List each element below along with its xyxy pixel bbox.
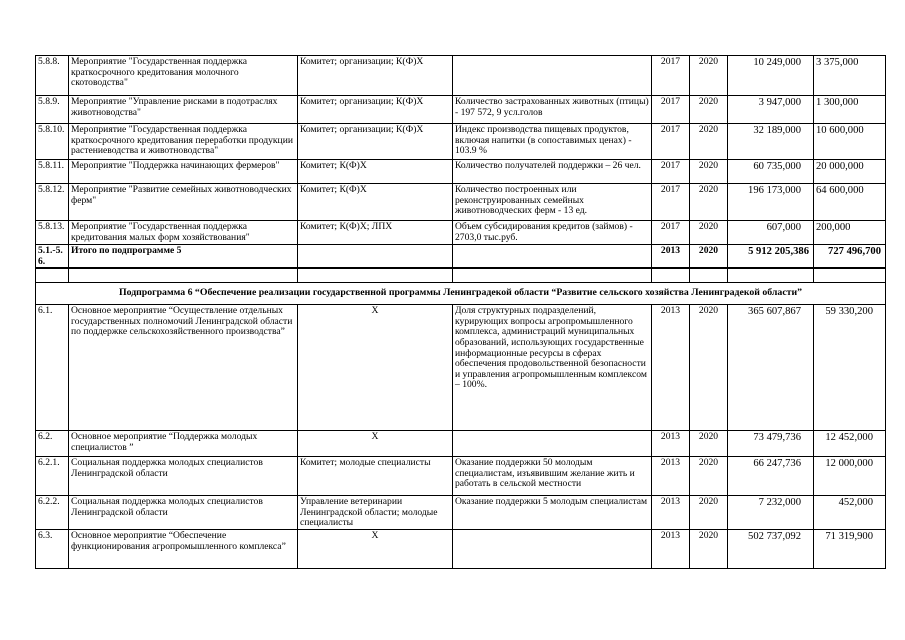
row-sum-year: 20 000,000: [814, 160, 886, 184]
row-indicator: Доля структурных подразделений, курирующих вопросы агропромышленного комплекса, администраций муниципальных образований, использующих государственные информационные ресурсы в сферах обеспечения продовольственной безопасности и управления агропромышленным комплексом – 100%.: [453, 305, 652, 431]
table-row: [36, 457, 886, 496]
row-name: Мероприятие "Управление рисками в подотраслях животноводства": [69, 96, 298, 124]
table-row: [36, 530, 886, 569]
spacer-row: [36, 268, 886, 282]
row-number: 5.8.9.: [36, 96, 69, 124]
table-row: [36, 160, 886, 184]
row-sum-all: 3 947,000: [728, 96, 814, 124]
row-sum-all: 32 189,000: [728, 124, 814, 160]
row-executor: Комитет; К(Ф)Х; ЛПХ: [298, 221, 453, 245]
row-name: Мероприятие "Государственная поддержка кредитования малых форм хозяйствования": [69, 221, 298, 245]
row-indicator: Объем субсидирования кредитов (займов) - 2703,0 тыс.руб.: [453, 221, 652, 245]
row-executor: Комитет; организации; К(Ф)Х: [298, 56, 453, 96]
row-year-end: 2020: [690, 56, 728, 96]
row-year-start: 2017: [652, 221, 690, 245]
row-sum-all: 7 232,000: [728, 496, 814, 530]
row-year-start: 2013: [652, 530, 690, 569]
row-number: 5.8.12.: [36, 184, 69, 221]
row-year-end: 2020: [690, 496, 728, 530]
row-sum-year: 12 452,000: [814, 431, 886, 457]
row-number: 5.8.8.: [36, 56, 69, 96]
row-year-start: 2013: [652, 457, 690, 496]
row-indicator: Оказание поддержки 5 молодым специалистам: [453, 496, 652, 530]
row-number: 6.2.: [36, 431, 69, 457]
row-name: Основное мероприятие “Обеспечение функционирования агропромышленного комплекса”: [69, 530, 298, 569]
row-executor: Комитет; К(Ф)Х: [298, 160, 453, 184]
table-body-subprogram-6: [36, 305, 886, 569]
row-year-start: 2013: [652, 305, 690, 431]
row-year-end: 2020: [690, 124, 728, 160]
row-sum-year: 10 600,000: [814, 124, 886, 160]
row-indicator: Индекс производства пищевых продуктов, включая напитки (в сопоставимых ценах) - 103.9 %: [453, 124, 652, 160]
row-sum-year: 12 000,000: [814, 457, 886, 496]
row-name: Социальная поддержка молодых специалистов Ленинградской области: [69, 457, 298, 496]
row-number: 6.1.: [36, 305, 69, 431]
document-page: [35, 55, 885, 569]
row-year-start: 2017: [652, 56, 690, 96]
row-year-end: 2020: [690, 160, 728, 184]
table-body-total: [36, 245, 886, 305]
table-row: [36, 305, 886, 431]
row-year-start: 2017: [652, 184, 690, 221]
row-year-start: 2013: [652, 496, 690, 530]
row-sum-all: 365 607,867: [728, 305, 814, 431]
row-year-end: 2020: [690, 305, 728, 431]
row-sum-year: 452,000: [814, 496, 886, 530]
row-name: Социальная поддержка молодых специалистов Ленинградской области: [69, 496, 298, 530]
row-year-start: 2013: [652, 431, 690, 457]
table-row: [36, 431, 886, 457]
row-sum-all: 60 735,000: [728, 160, 814, 184]
row-sum-year: 71 319,900: [814, 530, 886, 569]
row-executor: Комитет; К(Ф)Х: [298, 184, 453, 221]
row-indicator: [453, 530, 652, 569]
row-name: Основное мероприятие “Поддержка молодых специалистов ”: [69, 431, 298, 457]
row-sum-all: 66 247,736: [728, 457, 814, 496]
row-sum-year: 3 375,000: [814, 56, 886, 96]
row-executor: Комитет; организации; К(Ф)Х: [298, 124, 453, 160]
row-number: 5.8.13.: [36, 221, 69, 245]
row-sum-year: 1 300,000: [814, 96, 886, 124]
row-year-end: 2020: [690, 221, 728, 245]
row-indicator: Количество застрахованных животных (птицы) - 197 572, 9 усл.голов: [453, 96, 652, 124]
row-indicator: Количество построенных или реконструированных семейных животноводческих ферм - 13 ед.: [453, 184, 652, 221]
row-year-start: 2017: [652, 160, 690, 184]
row-indicator: [453, 431, 652, 457]
row-name: Мероприятие "Поддержка начинающих фермеров": [69, 160, 298, 184]
row-executor: X: [298, 530, 453, 569]
row-sum-all: 10 249,000: [728, 56, 814, 96]
row-year-start: 2017: [652, 124, 690, 160]
subprogram-6-title: Подпрограмма 6 “Обеспечение реализации государственной программы Ленинградекой области “Развитие сельского хозяйства Ленинградекой области”: [36, 282, 886, 305]
row-year-end: 2020: [690, 530, 728, 569]
table-row: [36, 96, 886, 124]
table-row: [36, 496, 886, 530]
total-number: 5.1.-5.6.: [36, 245, 69, 269]
row-year-end: 2020: [690, 96, 728, 124]
row-indicator: [453, 56, 652, 96]
row-number: 5.8.11.: [36, 160, 69, 184]
table-body-subprogram-5: [36, 56, 886, 245]
row-sum-all: 607,000: [728, 221, 814, 245]
total-sum-year: 727 496,700: [814, 245, 886, 269]
row-year-start: 2017: [652, 96, 690, 124]
row-year-end: 2020: [690, 184, 728, 221]
row-executor: Комитет; организации; К(Ф)Х: [298, 96, 453, 124]
total-indicator: [453, 245, 652, 269]
row-number: 5.8.10.: [36, 124, 69, 160]
table-row: [36, 124, 886, 160]
row-executor: X: [298, 431, 453, 457]
subprogram-6-header-row: [36, 282, 886, 305]
row-sum-all: 196 173,000: [728, 184, 814, 221]
row-number: 6.3.: [36, 530, 69, 569]
row-executor: Комитет; молодые специалисты: [298, 457, 453, 496]
row-sum-all: 502 737,092: [728, 530, 814, 569]
program-table: [35, 55, 886, 569]
row-executor: Управление ветеринарии Ленинградской области; молодые специалисты: [298, 496, 453, 530]
row-number: 6.2.2.: [36, 496, 69, 530]
row-name: Основное мероприятие “Осуществление отдельных государственных полномочий Ленинградской области по поддержке сельскохозяйственного производства”: [69, 305, 298, 431]
row-indicator: Количество получателей поддержки – 26 чел.: [453, 160, 652, 184]
row-sum-year: 64 600,000: [814, 184, 886, 221]
total-row: [36, 245, 886, 269]
row-name: Мероприятие "Государственная поддержка краткосрочного кредитования молочного скотоводства": [69, 56, 298, 96]
table-row: [36, 56, 886, 96]
total-executor: [298, 245, 453, 269]
row-sum-year: 59 330,200: [814, 305, 886, 431]
row-name: Мероприятие "Развитие семейных животноводческих ферм": [69, 184, 298, 221]
row-executor: X: [298, 305, 453, 431]
row-sum-year: 200,000: [814, 221, 886, 245]
row-year-end: 2020: [690, 457, 728, 496]
total-sum-all: 5 912 205,386: [728, 245, 814, 269]
row-number: 6.2.1.: [36, 457, 69, 496]
total-label: Итого по подпрограмме 5: [69, 245, 298, 269]
row-year-end: 2020: [690, 431, 728, 457]
row-name: Мероприятие "Государственная поддержка краткосрочного кредитования переработки продукции растениеводства и животноводства": [69, 124, 298, 160]
table-row: [36, 221, 886, 245]
total-year-start: 2013: [652, 245, 690, 269]
table-row: [36, 184, 886, 221]
row-sum-all: 73 479,736: [728, 431, 814, 457]
total-year-end: 2020: [690, 245, 728, 269]
row-indicator: Оказание поддержки 50 молодым специалистам, изъявившим желание жить и работать в сельской местности: [453, 457, 652, 496]
